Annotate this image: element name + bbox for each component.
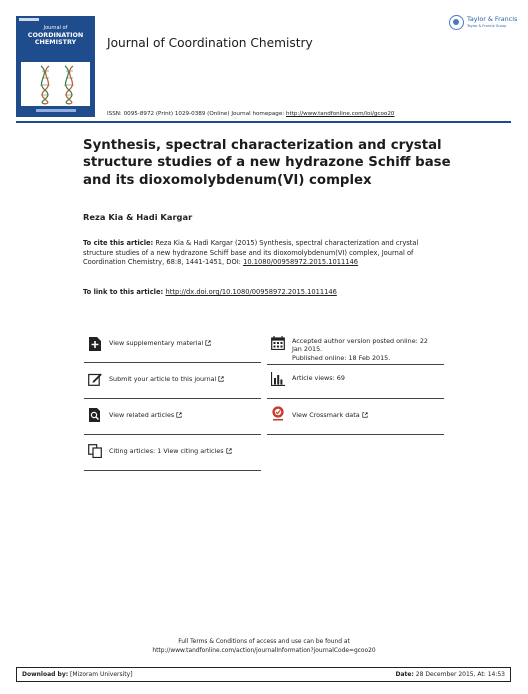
plus-document-icon: [88, 336, 102, 350]
download-date: [396, 671, 506, 678]
cite-doi-link[interactable]: 10.1080/00958972.2015.1011146: [243, 258, 359, 267]
download-by: [22, 671, 133, 678]
journal-homepage-link[interactable]: http://www.tandfonline.com/loi/gcoo20: [285, 111, 395, 117]
cover-dna-illustration: [21, 62, 90, 106]
cite-label: To cite this article:: [83, 239, 154, 247]
bar-chart-icon: [271, 371, 285, 385]
article-authors[interactable]: Reza Kia & Hadi Kargar: [83, 212, 193, 222]
calendar-icon: [271, 335, 285, 349]
link-label: To link to this article:: [83, 288, 166, 296]
external-link-icon: [362, 412, 368, 418]
accepted-date-text: Accepted author version posted online: 22: [292, 337, 428, 345]
download-value: [Mizoram University]: [68, 671, 133, 678]
terms-url[interactable]: http://www.tandfonline.com/action/journalInformation?journalCode=gcoo20: [152, 647, 376, 654]
crossmark-row[interactable]: [267, 398, 444, 435]
cite-text: Reza Kia & Hadi Kargar (2015) Synthesis, spectral characterization and crystal structure studies of a new hydrazone Schiff base and its dioxomolybdenum(VI) complex, Journal of Coordination Chemistry, 68:8, 1441-1451, DOI:: [83, 239, 419, 267]
journal-title[interactable]: Journal of Coordination Chemistry: [107, 36, 313, 50]
journal-cover-thumbnail: [16, 16, 95, 117]
supplementary-material-row[interactable]: [84, 326, 261, 363]
crossmark-icon: [271, 406, 285, 420]
copy-documents-icon: [88, 443, 102, 457]
accepted-date-text-cont: Jan 2015.: [292, 345, 323, 354]
supplementary-label: View supplementary material: [109, 339, 204, 347]
citing-articles-label: Citing articles: 1 View citing articles: [109, 447, 224, 455]
cover-title: Journal of COORDINATION CHEMISTRY: [27, 25, 84, 46]
taylor-francis-logo-icon: [449, 15, 464, 30]
article-title: Synthesis, spectral characterization and crystal structure studies of a new hydrazone Schiff base and its dioxomolybdenum(VI) complex: [83, 138, 451, 188]
related-articles-row[interactable]: [84, 398, 261, 435]
external-link-icon: [226, 448, 232, 454]
download-label: Download by:: [22, 671, 69, 678]
edit-pencil-icon: [88, 371, 102, 385]
related-articles-label: View related articles: [109, 411, 175, 419]
issn-text: ISSN: 0095-8972 (Print) 1029-0389 (Online) Journal homepage:: [107, 111, 286, 117]
published-date-text: Published online: 18 Feb 2015.: [292, 353, 391, 362]
publication-dates-row: [267, 326, 444, 365]
publisher-logo[interactable]: [449, 14, 518, 34]
permalink-url[interactable]: http://dx.doi.org/10.1080/00958972.2015.1011146: [165, 288, 337, 296]
submit-article-row[interactable]: [84, 362, 261, 399]
article-views-row: [267, 364, 444, 399]
citing-articles-row[interactable]: [84, 434, 261, 471]
issn-line: [107, 111, 394, 117]
crossmark-label: View Crossmark data: [292, 411, 360, 419]
submit-article-label: Submit your article to this journal: [109, 375, 217, 383]
download-info-bar: [16, 667, 511, 682]
date-label: Date:: [395, 671, 414, 678]
search-document-icon: [88, 407, 102, 421]
publisher-tagline: Taylor & Francis Group: [467, 24, 507, 28]
terms-text: Full Terms & Conditions of access and use can be found at: [178, 639, 350, 645]
date-value: 28 December 2015, At: 14:53: [413, 671, 505, 678]
header-divider: [16, 121, 511, 123]
permalink-line: [83, 288, 337, 296]
external-link-icon: [205, 340, 211, 346]
publisher-name: Taylor & Francis: [467, 15, 518, 23]
article-views-text: Article views: 69: [292, 374, 345, 382]
terms-notice: [0, 638, 528, 655]
citation-block: [83, 239, 433, 268]
external-link-icon: [218, 376, 224, 382]
external-link-icon: [176, 412, 182, 418]
